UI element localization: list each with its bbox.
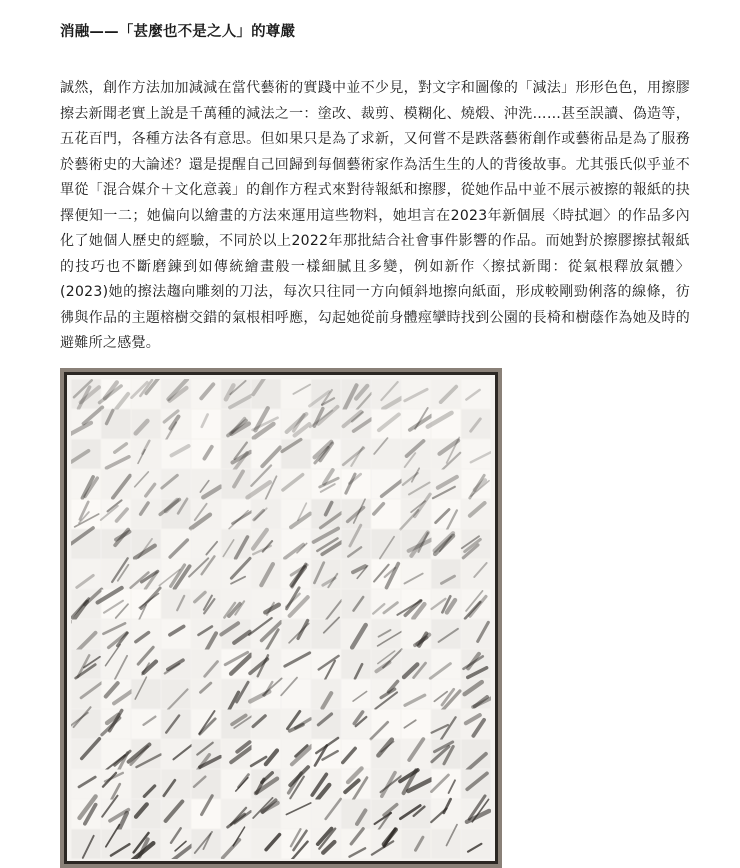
artwork-cell — [462, 830, 491, 859]
artwork-cell — [162, 530, 191, 559]
artwork-cell — [222, 770, 251, 799]
artwork-cell — [282, 740, 311, 769]
artwork-cell — [342, 560, 371, 589]
artwork-cell — [432, 770, 461, 799]
article — [60, 18, 690, 357]
artwork-cell — [432, 620, 461, 649]
artwork-cell — [402, 740, 431, 769]
artwork-cell — [402, 830, 431, 859]
artwork-cell — [102, 830, 131, 859]
artwork-cell — [252, 380, 281, 409]
artwork-cell — [132, 680, 161, 709]
artwork-cell — [432, 560, 461, 589]
article-heading: 消融——「甚麼也不是之人」的尊嚴 — [60, 24, 296, 40]
artwork-cell — [312, 620, 341, 649]
artwork-cell — [282, 680, 311, 709]
artwork-cell — [462, 590, 491, 619]
artwork-cell — [282, 380, 311, 409]
artwork-image — [60, 368, 502, 868]
artwork-cell — [432, 800, 461, 829]
artwork-cell — [72, 560, 101, 589]
artwork-cell — [342, 680, 371, 709]
artwork-cell — [432, 710, 461, 739]
artwork-cell — [192, 560, 221, 589]
artwork-cell — [432, 830, 461, 859]
artwork-cell — [312, 590, 341, 619]
artwork-cell — [402, 560, 431, 589]
artwork-cell — [252, 500, 281, 529]
artwork-cell — [432, 380, 461, 409]
artwork-cell — [372, 530, 401, 559]
artwork-cell — [312, 710, 341, 739]
artwork-cell — [132, 440, 161, 469]
artwork-cell — [402, 710, 431, 739]
artwork-strokes — [71, 379, 491, 859]
artwork-cell — [252, 650, 281, 679]
artwork-cell — [342, 590, 371, 619]
artwork-cell — [162, 620, 191, 649]
article-paragraph: 誠然，創作方法加加減減在當代藝術的實踐中並不少見，對文字和圖像的「減法」形形色色，用擦膠擦去新聞老實上說是千萬種的減法之一：塗改、裁剪、模糊化、燒煅、沖洗……甚至誤讀、偽造等，五花百門，各種方法各有意思。但如果只是為了求新，又何嘗不是跌落藝術創作或藝術品是為了服務於藝術史的大論述？還是提醒自己回歸到每個藝術家作為活生生的人的背後故事。尤其張氏似乎並不單從「混合媒介＋文化意義」的創作方程式來對待報紙和擦膠，從她作品中並不展示被擦的報紙的抉擇便知一二；她偏向以繪畫的方法來運用這些物料，她坦言在2023年新個展〈時拭迴〉的作品多內化了她個人歷史的經驗，不同於以上2022年那批結合社會事件影響的作品。而她對於擦膠擦拭報紙的技巧也不斷磨鍊到如傳統繪畫般一樣細膩且多變，例如新作〈擦拭新聞：從氣根釋放氣體〉(2023)她的擦法趨向雕刻的刀法，每次只往同一方向傾斜地擦向紙面，形成較剛勁俐落的線條，彷彿與作品的主題榕樹交錯的氣根相呼應，勾起她從前身體痙攣時找到公園的長椅和樹蔭作為她及時的避難所之感覺。 — [60, 80, 690, 351]
artwork-cell — [162, 680, 191, 709]
artwork-cell — [162, 710, 191, 739]
artwork-cell — [282, 470, 311, 499]
artwork-cell — [192, 680, 221, 709]
artwork-cell — [162, 590, 191, 619]
artwork-cell — [72, 830, 101, 859]
artwork-cell — [102, 560, 131, 589]
artwork-cell — [192, 410, 221, 439]
artwork-cell — [162, 800, 191, 829]
artwork-cell — [192, 590, 221, 619]
artwork-cell — [252, 830, 281, 859]
artwork-cell — [162, 740, 191, 769]
artwork-cell — [282, 710, 311, 739]
artwork-cell — [342, 740, 371, 769]
artwork-cell — [372, 440, 401, 469]
